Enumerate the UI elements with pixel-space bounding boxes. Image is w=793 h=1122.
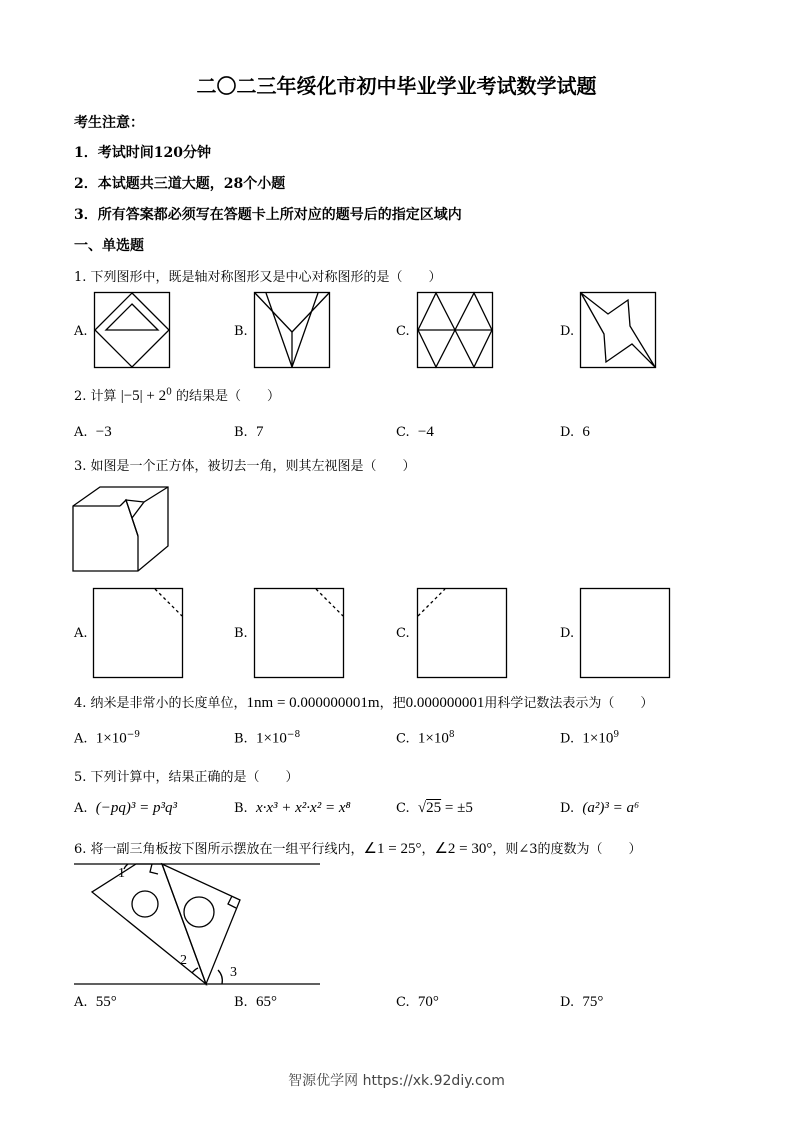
q4-stem-pre: 4. 纳米是非常小的长度单位， — [74, 696, 247, 711]
q2-label-a: A. — [74, 425, 88, 440]
q4-equation: 1nm = 0.000000001m — [246, 695, 380, 711]
q3-cube-figure — [72, 486, 172, 574]
q6-label-c: C. — [396, 995, 410, 1010]
q4-answer-a-exp: −9 — [126, 730, 141, 740]
q6-answer-b: 65° — [255, 994, 277, 1010]
q5-stem: 5. 下列计算中，结果正确的是（ ） — [74, 770, 299, 785]
q2-answer-b: 7 — [255, 424, 264, 440]
q4-stem-post: 用科学记数法表示为（ ） — [484, 696, 654, 711]
q2-option-b — [234, 424, 263, 441]
q4-option-a — [74, 730, 140, 747]
q3-view-b — [254, 588, 344, 678]
q6-stem-pre: 6. 将一副三角板按下图所示摆放在一组平行线内， — [74, 842, 364, 857]
q1-label-d: D. — [560, 324, 575, 339]
q4-answer-d-exp: 9 — [613, 730, 620, 740]
q6-figure — [74, 860, 324, 990]
q5-answer-d: (a²)³ = a⁶ — [582, 800, 640, 816]
q2-answer-a: −3 — [95, 424, 112, 440]
q4-option-c — [396, 730, 455, 747]
q6-angle-1: ∠1 = 25° — [363, 841, 422, 857]
q5-radicand: 25 — [426, 800, 442, 816]
q6-angle-2: ∠2 = 30° — [434, 841, 493, 857]
q4-stem — [74, 692, 653, 712]
q4-label-a: A. — [74, 731, 88, 747]
q3-view-c — [417, 588, 507, 678]
q2-expression-exponent: 0 — [166, 387, 172, 398]
q4-answer-a: 1×10 — [95, 730, 127, 747]
q3-label-c: C. — [396, 626, 410, 641]
q3-stem: 3. 如图是一个正方体，被切去一角，则其左视图是（ ） — [74, 459, 416, 474]
q2-expression: |−5| + 2 — [120, 388, 167, 404]
q2-stem — [74, 385, 280, 405]
notice-heading: 考生注意： — [74, 115, 144, 131]
q6-answer-a: 55° — [95, 994, 117, 1010]
q5-answer-c: √25 = ±5 — [417, 800, 473, 816]
section-heading: 一、单选题 — [74, 238, 144, 254]
q2-stem-pre: 2. 计算 — [74, 389, 117, 404]
q4-answer-b-exp: −8 — [286, 730, 301, 740]
q4-number: 0.000000001 — [405, 695, 485, 711]
q5-answer-c-rest: = ±5 — [444, 800, 473, 816]
q4-label-d: D. — [560, 731, 575, 747]
notice-item-3: 3．所有答案都必须写在答题卡上所对应的题号后的指定区域内 — [74, 207, 462, 223]
q1-figure-c — [417, 292, 493, 368]
q6-label-b: B. — [234, 995, 248, 1010]
q6-stem-post: ，则∠3的度数为（ ） — [492, 842, 642, 857]
q5-label-a: A. — [74, 801, 88, 816]
q2-label-b: B. — [234, 425, 248, 440]
q5-label-c: C. — [396, 801, 410, 816]
q1-stem: 1. 下列图形中，既是轴对称图形又是中心对称图形的是（ ） — [74, 270, 442, 285]
q6-label-a: A. — [74, 995, 88, 1010]
q5-option-b — [234, 800, 351, 817]
q5-label-b: B. — [234, 801, 248, 816]
q3-label-b: B. — [234, 626, 248, 641]
q2-option-d — [560, 424, 590, 441]
q2-label-d: D. — [560, 425, 575, 440]
q6-angle-label-2: 2 — [180, 953, 187, 968]
q6-stem — [74, 838, 642, 858]
q6-triangle-right — [162, 864, 240, 984]
q4-stem-mid: ，把 — [379, 696, 406, 711]
notice-item-1: 1．考试时间120分钟 — [74, 145, 211, 161]
q4-answer-c-exp: 8 — [448, 730, 455, 740]
q5-answer-b: x·x³ + x²·x² = x⁸ — [255, 800, 351, 816]
q6-option-c — [396, 994, 439, 1011]
q5-answer-a: (−pq)³ = p³q³ — [95, 800, 178, 816]
q1-figure-d — [580, 292, 656, 368]
q6-label-d: D. — [560, 995, 575, 1010]
q6-answer-d: 75° — [582, 994, 604, 1010]
q4-answer-d: 1×10 — [582, 730, 614, 747]
q1-label-c: C. — [396, 324, 410, 339]
q5-option-a — [74, 800, 177, 817]
q5-option-d — [560, 800, 639, 817]
q2-label-c: C. — [396, 425, 410, 440]
q1-figure-a — [94, 292, 170, 368]
q6-answer-c: 70° — [417, 994, 439, 1010]
q6-option-a — [74, 994, 117, 1011]
q4-answer-c: 1×10 — [417, 730, 449, 747]
q4-label-b: B. — [234, 731, 248, 747]
q3-view-d — [580, 588, 670, 678]
q2-answer-c: −4 — [417, 424, 434, 440]
page-title: 二〇二三年绥化市初中毕业学业考试数学试题 — [196, 74, 597, 98]
q6-sep: ， — [421, 842, 435, 857]
footer-watermark[interactable]: 智源优学网 https://xk.92diy.com — [288, 1073, 505, 1089]
q3-label-a: A. — [74, 626, 88, 641]
q2-option-a — [74, 424, 112, 441]
q6-angle-label-3: 3 — [230, 965, 237, 980]
q4-option-d — [560, 730, 619, 747]
q6-option-b — [234, 994, 277, 1011]
q3-view-a — [93, 588, 183, 678]
q6-option-d — [560, 994, 603, 1011]
q1-figure-b — [254, 292, 330, 368]
q6-angle-label-1: 1 — [118, 866, 125, 881]
notice-item-2: 2．本试题共三道大题，28个小题 — [74, 176, 286, 192]
q1-label-a: A. — [74, 324, 88, 339]
q3-label-d: D. — [560, 626, 575, 641]
q2-answer-d: 6 — [582, 424, 590, 440]
q2-option-c — [396, 424, 434, 441]
q5-label-d: D. — [560, 801, 575, 816]
q4-answer-b: 1×10 — [255, 730, 287, 747]
q2-stem-post: 的结果是（ ） — [176, 389, 281, 404]
q6-triangle-left — [92, 864, 206, 984]
q4-option-b — [234, 730, 300, 747]
q1-label-b: B. — [234, 324, 248, 339]
q5-option-c — [396, 800, 473, 817]
q4-label-c: C. — [396, 731, 410, 747]
